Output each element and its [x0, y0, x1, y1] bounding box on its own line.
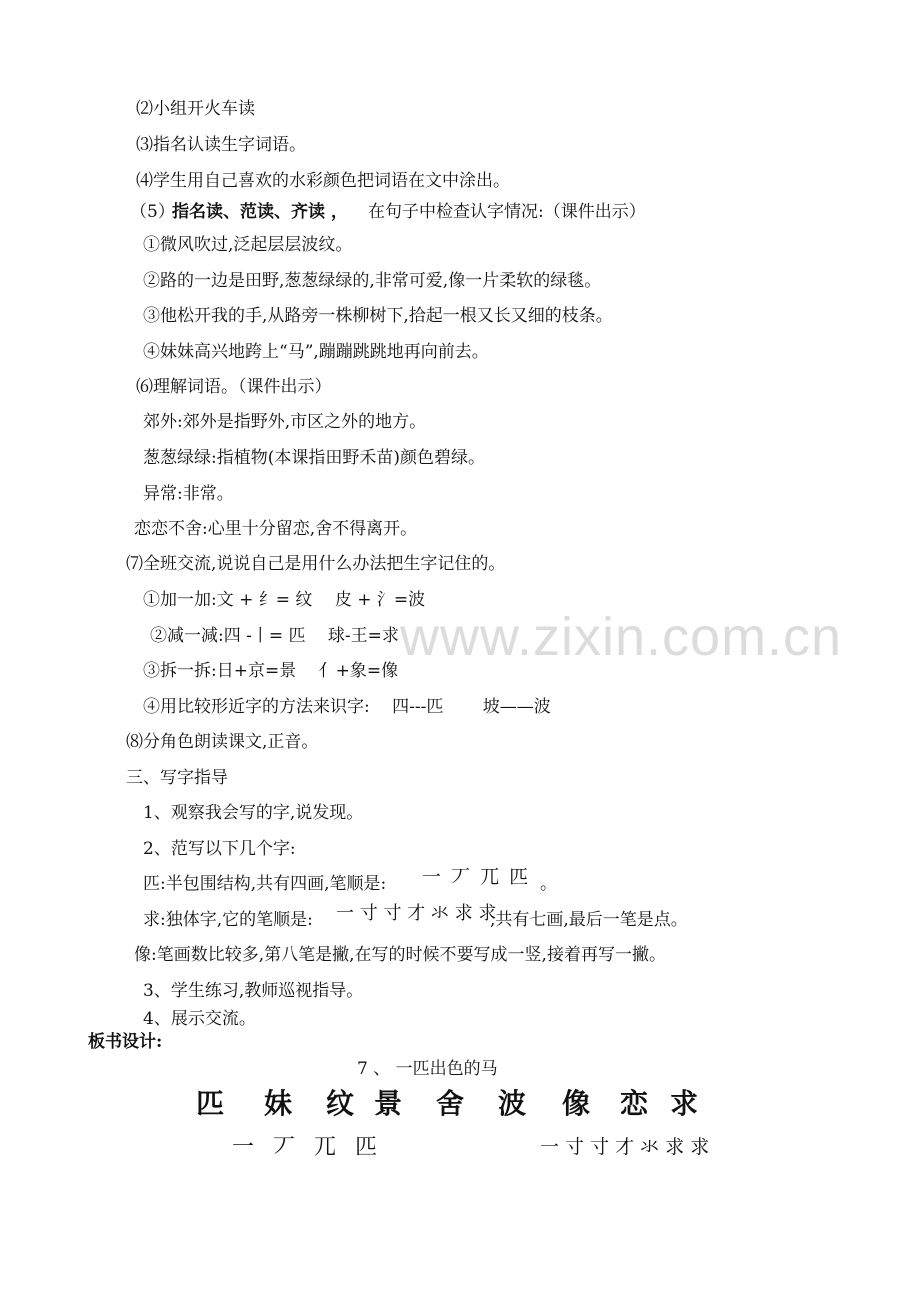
- text-line: 郊外:郊外是指野外,市区之外的地方。: [143, 412, 427, 432]
- text-line: ⑻分角色朗读课文,正音。: [126, 732, 319, 752]
- text-line: 1、观察我会写的字,说发现。: [143, 803, 364, 823]
- text-line: 。: [540, 874, 557, 894]
- watermark: www.zixin.com.cn: [400, 607, 843, 667]
- text-line: 3、学生练习,教师巡视指导。: [143, 981, 364, 1001]
- text-line: 4、展示交流。: [143, 1009, 256, 1029]
- board-char: 妹: [264, 1087, 293, 1120]
- text-line: 恋恋不舍:心里十分留恋,舍不得离开。: [134, 519, 418, 539]
- text-line: 葱葱绿绿:指植物(本课指田野禾苗)颜色碧绿。: [143, 448, 485, 468]
- text-line: 2、范写以下几个字:: [143, 839, 296, 859]
- text-line: ④妹妹高兴地跨上“马”,蹦蹦跳跳地再向前去。: [143, 342, 489, 362]
- board-char: 求: [670, 1087, 699, 1120]
- board-char: 景: [374, 1087, 403, 1120]
- text-line: 在句子中检查认字情况:（课件出示）: [368, 202, 646, 222]
- board-char: 纹: [326, 1087, 355, 1120]
- board-char: 匹: [196, 1087, 225, 1120]
- text-line: 异常:非常。: [143, 484, 234, 504]
- board-char: 舍: [436, 1087, 465, 1120]
- text-line: 匹:半包围结构,共有四画,笔顺是:: [143, 874, 387, 894]
- text-line: ⑹理解词语。（课件出示）: [136, 377, 332, 397]
- text-line: ⑶指名认读生字词语。: [136, 135, 306, 155]
- text-line: ④用比较形近字的方法来识字: 四---匹 坡——波: [143, 697, 551, 717]
- stroke-order-qiu: 一 寸 寸 才 氺 求 求: [336, 903, 497, 924]
- text-line: ①微风吹过,泛起层层波纹。: [143, 235, 353, 255]
- board-characters: [196, 1082, 716, 1122]
- board-design-label: 板书设计:: [88, 1032, 163, 1052]
- text-line: ③他松开我的手,从路旁一株柳树下,拾起一根又长又细的枝条。: [143, 306, 613, 326]
- text-line: （5）: [130, 202, 175, 222]
- board-title: 7 、 一匹出色的马: [357, 1059, 498, 1079]
- board-strokes-pi: 一 丆 兀 匹: [232, 1135, 383, 1160]
- text-line: 求:独体字,它的笔顺是:: [143, 910, 313, 930]
- bold-phrase: 指名读、范读、齐读 ，: [172, 202, 348, 222]
- board-char: 像: [562, 1087, 591, 1120]
- board-strokes-qiu: 一 寸 寸 才 氺 求 求: [540, 1136, 710, 1158]
- text-line: ⑷学生用自己喜欢的水彩颜色把词语在文中涂出。: [136, 171, 510, 191]
- text-line: ⑵小组开火车读: [136, 99, 255, 119]
- text-line: ②减一减:四 -丨= 匹 球-王=求: [150, 626, 399, 646]
- text-line: ①加一加:文 + 纟= 纹 皮 + 氵=波: [143, 590, 426, 610]
- section-heading: 三、写字指导: [126, 768, 228, 788]
- board-char: 恋: [620, 1087, 649, 1120]
- text-line: ,共有七画,最后一笔是点。: [490, 910, 688, 930]
- text-line: 像:笔画数比较多,第八笔是撇,在写的时候不要写成一竖,接着再写一撇。: [134, 945, 666, 965]
- board-char: 波: [498, 1087, 527, 1120]
- text-line: ⑺全班交流,说说自己是用什么办法把生字记住的。: [126, 554, 506, 574]
- stroke-order-pi: 一 丆 兀 匹: [422, 866, 531, 888]
- text-line: ②路的一边是田野,葱葱绿绿的,非常可爱,像一片柔软的绿毯。: [143, 271, 602, 291]
- text-line: ③拆一拆:日+京=景 亻+象=像: [143, 661, 399, 681]
